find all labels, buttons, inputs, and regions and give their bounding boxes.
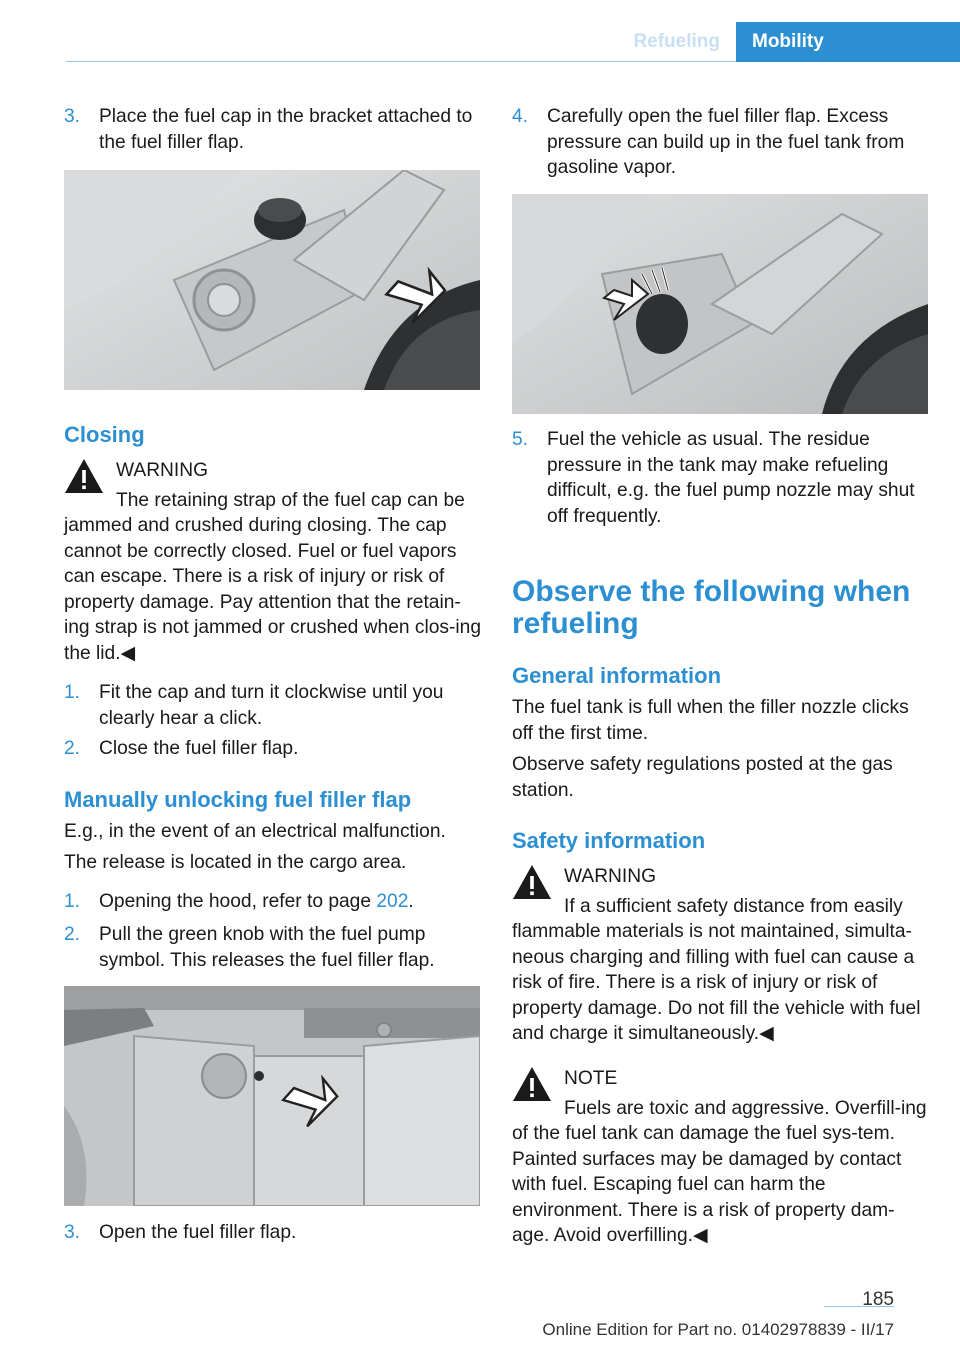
step-3-place-cap [64, 104, 482, 155]
warning-label: WARNING [564, 866, 657, 887]
step-text: Place the fuel cap in the bracket attached to the fuel filler flap. [99, 106, 473, 153]
step-text: Close the fuel filler flap. [99, 738, 299, 759]
header-section-label: Refueling [633, 31, 720, 52]
observe-heading: Observe the following when refueling [512, 575, 911, 640]
step-text: Pull the green knob with the fuel pump symbol. This releases the fuel filler flap. [99, 924, 435, 971]
step-text: Fuel the vehicle as usual. The residue pressure in the tank may make refueling difficult, e.g. the fuel pump nozzle may shut off frequently. [547, 429, 915, 527]
step-text: Carefully open the fuel filler flap. Excess pressure can build up in the fuel tank from gasoline vapor. [547, 106, 905, 178]
step-text-after: . [408, 891, 414, 912]
warning-block-fire [512, 864, 930, 1047]
step-number: 1. [64, 891, 81, 912]
step-text: Open the fuel filler flap. [99, 1222, 297, 1243]
manual-unlock-heading: Manually unlocking fuel filler flap [64, 787, 412, 812]
general-paragraph-2: Observe safety regulations posted at the gas station. [512, 754, 893, 801]
figure-open-filler-flap [512, 194, 928, 414]
step-number: 3. [64, 1222, 81, 1243]
warning-triangle-icon [512, 864, 552, 900]
step-number: 1. [64, 682, 81, 703]
edition-footer: Online Edition for Part no. 01402978839 - II/17 [542, 1320, 894, 1339]
note-label: NOTE [564, 1068, 618, 1089]
page-number: 185 [862, 1289, 894, 1310]
close-step-2 [64, 736, 482, 762]
figure-cargo-release-knob [64, 986, 480, 1206]
page-header [612, 22, 960, 62]
warning-triangle-icon [512, 1066, 552, 1102]
manual-paragraph-2: The release is located in the cargo area. [64, 852, 407, 873]
step-number: 5. [512, 429, 529, 450]
manual-paragraph-1: E.g., in the event of an electrical malfunction. [64, 821, 446, 842]
warning-text: If a sufficient safety distance from easily flammable materials is not maintained, simulta‐neous charging and filling with fuel can cause a risk of fire. There is a risk of injury or risk of property damage. Do not fill the vehicle with fuel and charge it simultaneously.◀ [512, 895, 921, 1044]
step-text [64, 889, 482, 915]
manual-step-3 [64, 1220, 482, 1246]
closing-heading: Closing [64, 422, 145, 447]
header-chapter-tab: Mobility [736, 22, 960, 62]
page-reference-link[interactable]: 202 [376, 891, 409, 912]
step-number: 2. [64, 738, 81, 759]
close-step-1 [64, 680, 482, 731]
step-number: 3. [64, 106, 81, 127]
manual-step-1 [64, 889, 482, 915]
warning-block-strap [64, 458, 482, 666]
warning-label: WARNING [116, 460, 209, 481]
general-info-heading: General information [512, 663, 722, 688]
step-4-open-flap [512, 104, 930, 181]
note-block-overfill [512, 1066, 930, 1249]
step-text: Fit the cap and turn it clockwise until you clearly hear a click. [99, 682, 444, 729]
safety-info-heading: Safety information [512, 828, 706, 853]
warning-triangle-icon [64, 458, 104, 494]
figure-fuel-cap-bracket [64, 170, 480, 390]
note-text: Fuels are toxic and aggressive. Overfill‐ing of the fuel tank can damage the fuel sys‐tem. Painted surfaces may be damaged by contact with fuel. Escaping fuel can harm the environment. There is a risk of property dam‐age. Avoid overfilling.◀ [512, 1097, 927, 1246]
header-rule [66, 61, 736, 62]
step-number: 4. [512, 106, 529, 127]
step-5-fuel-vehicle [512, 427, 930, 529]
step-number: 2. [64, 924, 81, 945]
warning-text: The retaining strap of the fuel cap can be jammed and crushed during closing. The cap cannot be correctly closed. Fuel or fuel vapors can escape. There is a risk of injury or risk of property damage. Pay attention that the retain‐ing strap is not jammed or crushed when clos‐ing the lid.◀ [64, 489, 481, 664]
step-text-main: Opening the hood, refer to page [99, 891, 377, 912]
manual-step-2 [64, 922, 482, 973]
general-paragraph-1: The fuel tank is full when the filler nozzle clicks off the first time. [512, 697, 909, 744]
